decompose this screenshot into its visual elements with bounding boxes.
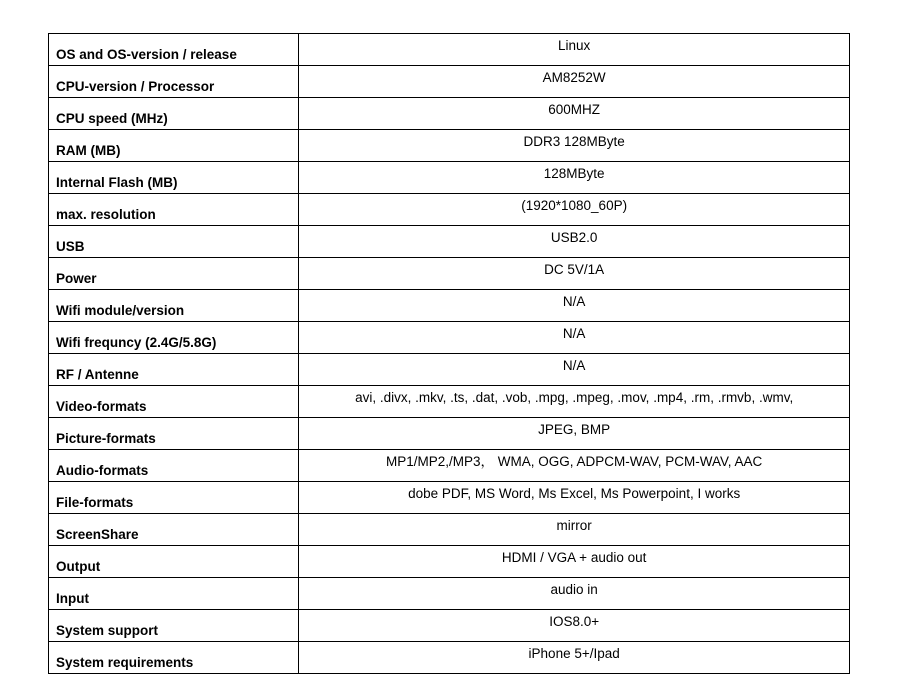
spec-value: N/A: [299, 322, 850, 354]
table-row: [49, 290, 850, 322]
spec-value: HDMI / VGA + audio out: [299, 546, 850, 578]
table-row: [49, 514, 850, 546]
table-row: [49, 66, 850, 98]
spec-label: Wifi module/version: [49, 290, 299, 322]
spec-label: Wifi frequncy (2.4G/5.8G): [49, 322, 299, 354]
spec-value: 128MByte: [299, 162, 850, 194]
spec-value: AM8252W: [299, 66, 850, 98]
spec-value: Linux: [299, 34, 850, 66]
spec-label: max. resolution: [49, 194, 299, 226]
table-row: [49, 130, 850, 162]
spec-value: 600MHZ: [299, 98, 850, 130]
table-row: [49, 386, 850, 418]
spec-value: dobe PDF, MS Word, Ms Excel, Ms Powerpoint, I works: [299, 482, 850, 514]
spec-value: DC 5V/1A: [299, 258, 850, 290]
spec-label: Audio-formats: [49, 450, 299, 482]
spec-value: N/A: [299, 290, 850, 322]
spec-table: [48, 33, 850, 674]
spec-value: avi, .divx, .mkv, .ts, .dat, .vob, .mpg, .mpeg, .mov, .mp4, .rm, .rmvb, .wmv,: [299, 386, 850, 418]
spec-label: Video-formats: [49, 386, 299, 418]
spec-label: ScreenShare: [49, 514, 299, 546]
spec-label: System support: [49, 610, 299, 642]
table-row: [49, 98, 850, 130]
spec-label: Internal Flash (MB): [49, 162, 299, 194]
spec-label: OS and OS-version / release: [49, 34, 299, 66]
table-row: [49, 546, 850, 578]
spec-value: N/A: [299, 354, 850, 386]
table-row: [49, 578, 850, 610]
spec-label: CPU speed (MHz): [49, 98, 299, 130]
spec-label: USB: [49, 226, 299, 258]
spec-label: System requirements: [49, 642, 299, 674]
spec-label: RAM (MB): [49, 130, 299, 162]
spec-label: CPU-version / Processor: [49, 66, 299, 98]
table-row: [49, 162, 850, 194]
table-row: [49, 258, 850, 290]
spec-label: RF / Antenne: [49, 354, 299, 386]
table-row: [49, 642, 850, 674]
table-row: [49, 354, 850, 386]
table-row: [49, 194, 850, 226]
spec-value: USB2.0: [299, 226, 850, 258]
spec-label: Output: [49, 546, 299, 578]
table-row: [49, 322, 850, 354]
spec-value: JPEG, BMP: [299, 418, 850, 450]
spec-label: Input: [49, 578, 299, 610]
spec-value: (1920*1080_60P): [299, 194, 850, 226]
spec-value: IOS8.0+: [299, 610, 850, 642]
spec-value: iPhone 5+/Ipad: [299, 642, 850, 674]
spec-value: mirror: [299, 514, 850, 546]
table-row: [49, 450, 850, 482]
spec-value: audio in: [299, 578, 850, 610]
table-row: [49, 418, 850, 450]
spec-label: Power: [49, 258, 299, 290]
table-row: [49, 482, 850, 514]
table-row: [49, 34, 850, 66]
spec-value: DDR3 128MByte: [299, 130, 850, 162]
spec-table-body: [49, 34, 850, 674]
spec-label: Picture-formats: [49, 418, 299, 450]
spec-value: MP1/MP2,/MP3， WMA, OGG, ADPCM-WAV, PCM-WAV, AAC: [299, 450, 850, 482]
table-row: [49, 226, 850, 258]
spec-label: File-formats: [49, 482, 299, 514]
table-row: [49, 610, 850, 642]
